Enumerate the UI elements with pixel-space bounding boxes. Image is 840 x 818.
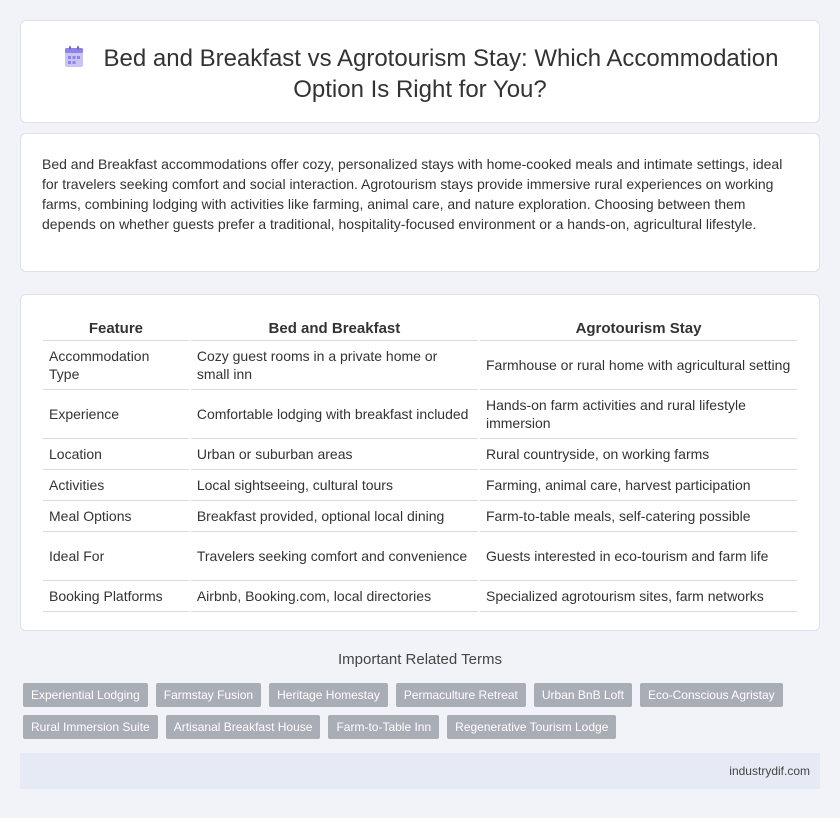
header-bed-and-breakfast: Bed and Breakfast xyxy=(191,315,478,341)
bnb-cell: Local sightseeing, cultural tours xyxy=(191,470,478,501)
table-row xyxy=(43,390,797,439)
table-row xyxy=(43,470,797,501)
feature-cell: Accommodation Type xyxy=(43,341,189,390)
agro-cell: Guests interested in eco-tourism and farm life xyxy=(480,532,797,581)
feature-cell: Booking Platforms xyxy=(43,581,189,612)
intro-text: Bed and Breakfast accommodations offer cozy, personalized stays with home-cooked meals and intimate settings, ideal for travelers seeking comfort and social interaction. Agrotourism stays provide immersive rural experiences on working farms, combining lodging with activities like farming, animal care, and nature exploration. Choosing between them depends on whether guests prefer a traditional, hospitality-focused environment or a hands-on, agricultural lifestyle. xyxy=(42,156,783,232)
related-term-tag[interactable]: Farmstay Fusion xyxy=(156,683,261,707)
document-icon xyxy=(62,45,86,69)
page-title-wrap xyxy=(61,43,779,105)
agro-cell: Hands-on farm activities and rural lifestyle immersion xyxy=(480,390,797,439)
feature-cell: Location xyxy=(43,439,189,470)
related-term-tag[interactable]: Eco-Conscious Agristay xyxy=(640,683,783,707)
related-term-tag[interactable]: Farm-to-Table Inn xyxy=(328,715,439,739)
bnb-cell: Airbnb, Booking.com, local directories xyxy=(191,581,478,612)
related-term-tag[interactable]: Experiential Lodging xyxy=(23,683,148,707)
related-term-tag[interactable]: Regenerative Tourism Lodge xyxy=(447,715,616,739)
tag-row xyxy=(23,683,803,707)
header-agrotourism-stay: Agrotourism Stay xyxy=(480,315,797,341)
bnb-cell: Breakfast provided, optional local dining xyxy=(191,501,478,532)
footer-site[interactable]: industrydif.com xyxy=(729,764,810,778)
bnb-cell: Urban or suburban areas xyxy=(191,439,478,470)
agro-cell: Farming, animal care, harvest participation xyxy=(480,470,797,501)
agro-cell: Specialized agrotourism sites, farm networks xyxy=(480,581,797,612)
feature-cell: Ideal For xyxy=(43,532,189,581)
feature-cell: Meal Options xyxy=(43,501,189,532)
table-row xyxy=(43,439,797,470)
tag-row xyxy=(23,715,803,739)
intro-card xyxy=(20,133,820,272)
footer xyxy=(20,753,820,789)
bnb-cell: Travelers seeking comfort and convenience xyxy=(191,532,478,581)
agro-cell: Farm-to-table meals, self-catering possible xyxy=(480,501,797,532)
page-title: Bed and Breakfast vs Agrotourism Stay: Which Accommodation Option Is Right for You? xyxy=(103,45,779,103)
table-row xyxy=(43,532,797,581)
agro-cell: Rural countryside, on working farms xyxy=(480,439,797,470)
comparison-table-card xyxy=(20,294,820,631)
related-term-tag[interactable]: Heritage Homestay xyxy=(269,683,388,707)
bnb-cell: Cozy guest rooms in a private home or small inn xyxy=(191,341,478,390)
related-term-tag[interactable]: Urban BnB Loft xyxy=(534,683,632,707)
table-row xyxy=(43,581,797,612)
title-card xyxy=(20,20,820,123)
related-term-tag[interactable]: Rural Immersion Suite xyxy=(23,715,158,739)
related-terms-title: Important Related Terms xyxy=(338,651,502,668)
table-row xyxy=(43,341,797,390)
related-term-tag[interactable]: Permaculture Retreat xyxy=(396,683,526,707)
agro-cell: Farmhouse or rural home with agricultural setting xyxy=(480,341,797,390)
header-feature: Feature xyxy=(43,315,189,341)
bnb-cell: Comfortable lodging with breakfast included xyxy=(191,390,478,439)
feature-cell: Experience xyxy=(43,390,189,439)
feature-cell: Activities xyxy=(43,470,189,501)
related-terms-tags xyxy=(23,683,803,747)
table-header-row xyxy=(43,315,797,341)
comparison-table xyxy=(41,315,799,612)
table-row xyxy=(43,501,797,532)
related-term-tag[interactable]: Artisanal Breakfast House xyxy=(166,715,321,739)
